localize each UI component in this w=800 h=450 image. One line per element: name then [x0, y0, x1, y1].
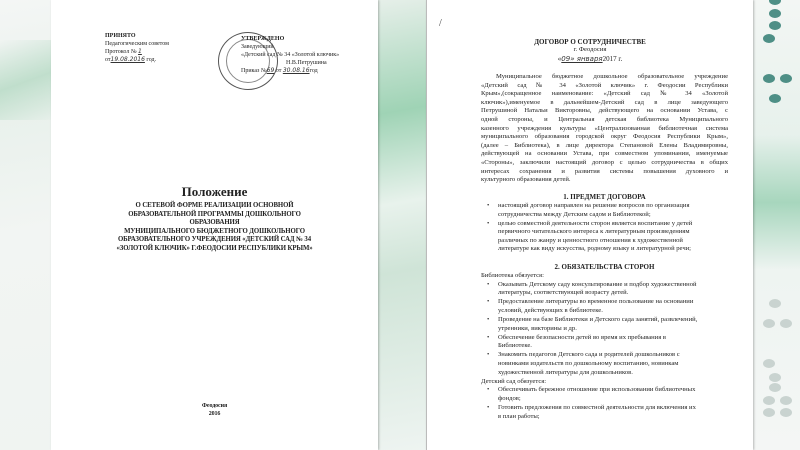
order-date: 30.08.16 — [282, 67, 310, 74]
list-item-line: различных по жанру и ценностного отношения к художественной — [498, 236, 683, 244]
list-item — [481, 351, 728, 377]
paragraph-line: «Стороны», заключили настоящий договор с целью сотрудничества в общих — [481, 158, 728, 166]
approved-title: УТВЕРЖДЕНО — [241, 36, 285, 42]
decorative-dot-icon — [780, 396, 792, 405]
subtitle-line: О СЕТЕВОЙ ФОРМЕ РЕАЛИЗАЦИИ ОСНОВНОЙ — [135, 202, 294, 209]
paragraph-line: муниципального образования городской округ Феодосия Республики Крым», — [481, 133, 728, 141]
decorative-dot-icon — [780, 408, 792, 417]
paragraph-line: культурного образования детей. — [481, 176, 571, 184]
protocol-label: Протокол № — [105, 49, 137, 55]
list-item-line: первичного читательского интереса к литературным произведениям — [498, 228, 690, 236]
background-gap — [378, 0, 427, 450]
date-prefix: от — [105, 57, 111, 63]
accepted-date: 19.08.2016 — [110, 56, 145, 63]
list-item — [481, 316, 728, 333]
kindergarten-label: Детский сад обязуется: — [481, 377, 547, 385]
decorative-dot-icon — [763, 319, 775, 328]
section-1-title: 1. ПРЕДМЕТ ДОГОВОРА — [563, 193, 646, 201]
paragraph-line: казенного учреждения культуры «Централизованная библиотечная система — [481, 124, 728, 132]
accepted-title: ПРИНЯТО — [105, 33, 136, 39]
decorative-dot-icon — [769, 0, 781, 5]
year: 2016 — [208, 411, 221, 417]
list-item-line: • Проведение на базе Библиотеки и Детского сада занятий, развлечений, — [498, 315, 698, 323]
paragraph-line: Крым»,(сокращенное наименование: «Детский сад № 34 «Золотой — [481, 90, 728, 98]
approved-name: Н.В.Петрушина — [286, 60, 327, 66]
subtitle-line: ОБРАЗОВАТЕЛЬНОГО УЧРЕЖДЕНИЯ «ДЕТСКИЙ САД № 34 — [117, 236, 312, 244]
library-label: Библиотека обязуется: — [481, 272, 544, 279]
decorative-dot-icon — [763, 359, 775, 368]
approved-block — [241, 35, 339, 75]
order-suffix: год — [309, 68, 318, 74]
list-item-line: • Знакомить педагогов Детского сада и родителей дошкольников с — [498, 351, 680, 359]
order-line — [241, 67, 339, 75]
list-item-line: художественной литературы для дошкольников. — [498, 368, 633, 376]
paragraph-line: действующей на основании Устава, при совместном упоминании, именуемые — [481, 150, 728, 158]
intro-paragraph — [481, 73, 728, 185]
paragraph-line: одной стороны, и Центральная детская библиотека Муниципального — [481, 115, 728, 123]
library-obligations-list — [481, 281, 728, 378]
order-date-prefix: от — [275, 68, 282, 74]
decorative-dot-icon — [769, 299, 781, 308]
list-item-line: • настоящий договор направлен на решение вопросов по организация — [498, 202, 690, 209]
list-item-line: утренники, викторины и др. — [498, 324, 577, 332]
subtitle-line: «ЗОЛОТОЙ КЛЮЧИК» Г.ФЕОДОСИИ РЕСПУБЛИКИ КРЫМ» — [116, 244, 313, 252]
list-item — [481, 386, 728, 403]
pen-mark: / — [439, 18, 442, 29]
decorative-dot-icon — [769, 9, 781, 18]
date-year: 2017 г. — [602, 55, 623, 63]
subtitle-line: ОБРАЗОВАНИЯ — [189, 219, 240, 227]
list-item-line: условий, действующих в библиотеке. — [498, 306, 603, 314]
list-item-line: • Предоставление литературы во временное пользование на основании — [498, 298, 694, 306]
section-1-list — [481, 202, 728, 254]
document-subtitle — [51, 202, 378, 254]
decorative-dot-icon — [769, 373, 781, 382]
approved-position: Заведующий — [241, 44, 274, 50]
list-item — [481, 281, 728, 298]
paragraph-line: интересах сохранения и развития системы повышения духовного и — [481, 167, 728, 175]
protocol-number: 1 — [138, 48, 142, 55]
city: Феодосия — [201, 403, 228, 409]
date-quote: « — [557, 55, 562, 63]
date-suffix: год. — [146, 57, 157, 63]
agreement-city: г. Феодосия — [573, 46, 607, 53]
paragraph-line: «Детский сад № 34 «Золотой ключик» г. Феодосии Республики — [481, 81, 728, 89]
list-item-line: в план работы; — [498, 412, 540, 420]
order-number: 69 — [266, 67, 275, 74]
decorative-dot-icon — [769, 383, 781, 392]
decorative-dot-icon — [763, 34, 775, 43]
kindergarten-obligations-list — [481, 386, 728, 421]
list-item-line: сотрудничества между Детским садом и Библиотекой; — [498, 210, 651, 218]
list-item-line: • Обеспечивать бережное отношение при использовании библиотечных — [498, 386, 696, 394]
list-item-line: Библиотеке. — [498, 342, 532, 350]
list-item-line: литературы, соответствующей возрасту детей. — [498, 289, 629, 297]
paragraph-line: ключик»),именуемое в дальнейшем-Детский сад в лице заведующего — [481, 98, 728, 106]
list-item-line: фондов; — [498, 394, 521, 402]
document-agreement — [426, 0, 753, 450]
subtitle-line: МУНИЦИПАЛЬНОГО БЮДЖЕТНОГО ДОШКОЛЬНОГО — [124, 227, 305, 235]
handwritten-date: 09» января — [561, 55, 603, 63]
paragraph-line: Муниципальное бюджетное дошкольное образовательное учреждение — [496, 73, 728, 80]
accepted-by: Педагогическим советом — [105, 41, 169, 47]
list-item — [481, 202, 728, 219]
agreement-title: ДОГОВОР О СОТРУДНИЧЕСТВЕ — [534, 38, 646, 46]
list-item-line: • целью совместной деятельности сторон является воспитание у детей — [498, 219, 693, 227]
decorative-dot-icon — [763, 74, 775, 83]
list-item-line: • Готовить предложения по совместной деятельности для включения их — [498, 403, 696, 411]
decorative-dot-icon — [780, 74, 792, 83]
section-1 — [481, 193, 728, 255]
list-item-line: новинками издательств по дошкольному воспитанию, новинкам — [498, 359, 679, 367]
decorative-dot-strip — [753, 0, 800, 450]
paragraph-line: (далее – Библиотека), в лице директора Степановой Елены Владимировны, — [481, 141, 728, 149]
agreement-date — [427, 55, 753, 63]
decorative-dot-icon — [780, 319, 792, 328]
list-item-line: • Обеспечение безопасности детей во время их пребывания в — [498, 333, 666, 341]
decorative-dot-icon — [769, 94, 781, 103]
section-2-title: 2. ОБЯЗАТЕЛЬСТВА СТОРОН — [554, 263, 655, 271]
list-item — [481, 298, 728, 315]
order-label: Приказ № — [241, 68, 267, 74]
section-2 — [481, 263, 728, 422]
paragraph-line: Петрушиной Натальи Викторовны, действующего на основании Устава, с — [481, 107, 728, 115]
list-item — [481, 334, 728, 351]
list-item — [481, 404, 728, 421]
accepted-block — [105, 32, 169, 64]
protocol-line — [105, 48, 169, 56]
list-item-line: литературе как виду искусства, родному языку и литературной речи; — [498, 245, 691, 253]
list-item — [481, 220, 728, 254]
list-item-line: • Оказывать Детскому саду консультирование и подбор художественной — [498, 280, 697, 288]
decorative-dot-icon — [763, 408, 775, 417]
accepted-date-line — [105, 56, 169, 64]
document-title: Положение — [181, 184, 248, 199]
decorative-dot-icon — [763, 396, 775, 405]
document-regulation — [51, 0, 378, 450]
subtitle-line: ОБРАЗОВАТЕЛЬНОЙ ПРОГРАММЫ ДОШКОЛЬНОГО — [128, 210, 301, 218]
approved-org: «Детский сад № 34 «Золотой ключик» — [241, 52, 340, 58]
decorative-dot-icon — [769, 21, 781, 30]
